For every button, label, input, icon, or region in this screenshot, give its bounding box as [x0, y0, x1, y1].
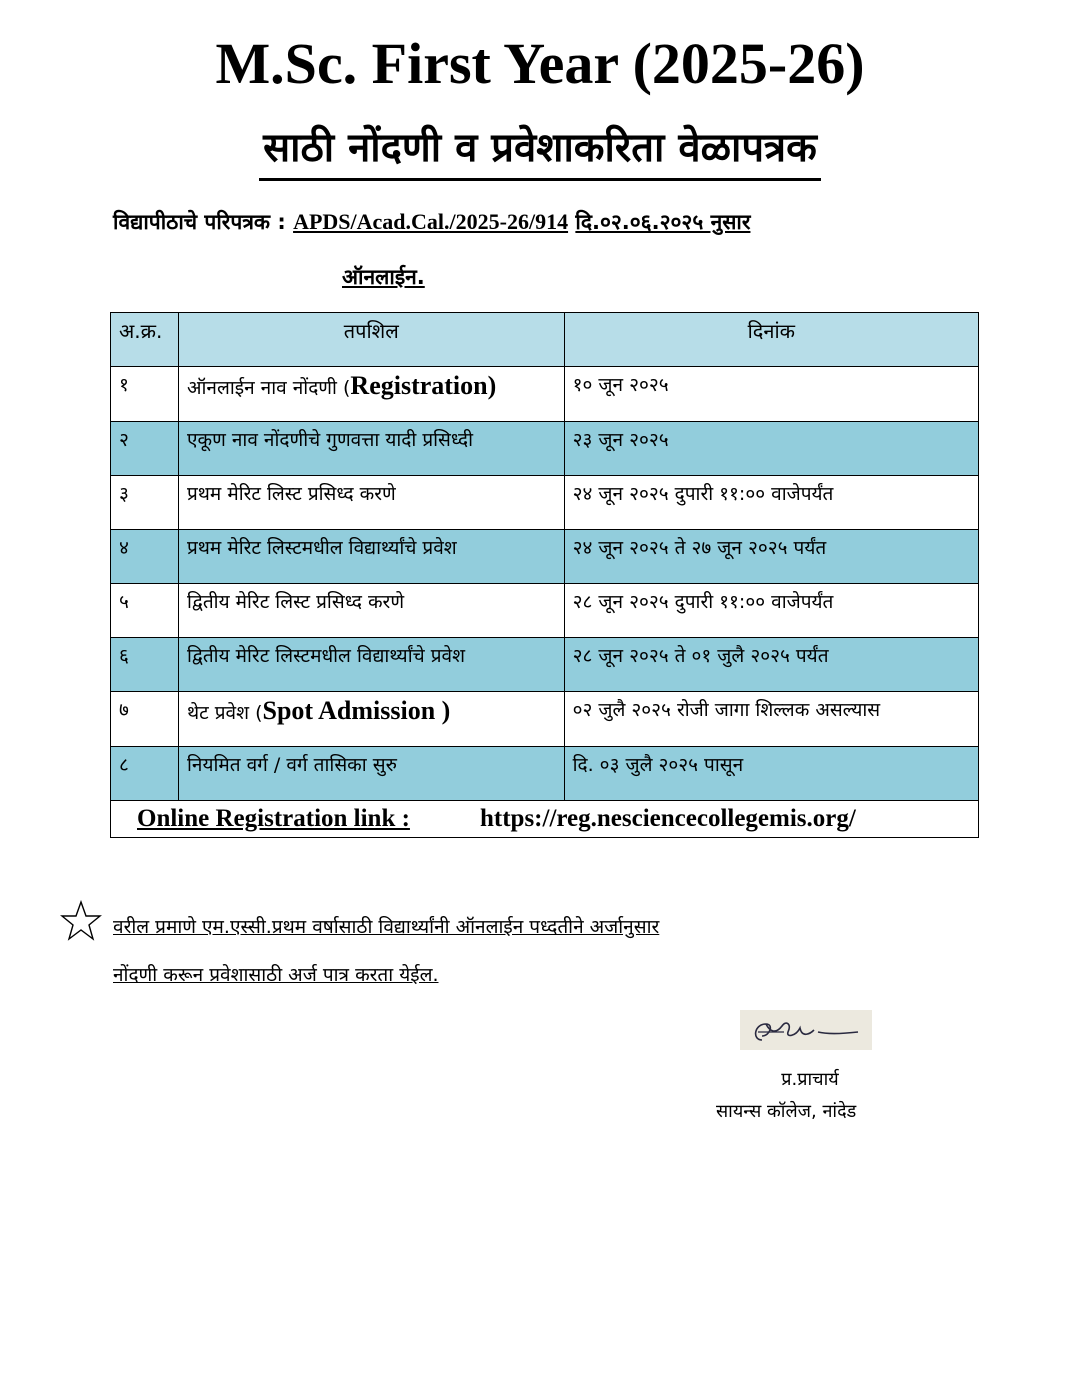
row-date: १० जून २०२५	[564, 367, 978, 422]
table-row	[111, 422, 979, 476]
row-date: ०२ जुलै २०२५ रोजी जागा शिल्लक असल्यास	[564, 692, 978, 747]
row-serial: १	[111, 367, 179, 422]
schedule-table	[110, 312, 979, 838]
row-serial: ५	[111, 584, 179, 638]
row-detail-en: Spot Admission )	[262, 696, 451, 725]
table-row	[111, 530, 979, 584]
row-serial: ३	[111, 476, 179, 530]
table-row	[111, 692, 979, 747]
row-date: दि. ०३ जुलै २०२५ पासून	[564, 747, 978, 801]
row-detail: द्वितीय मेरिट लिस्टमधील विद्यार्थ्यांचे प्रवेश	[178, 638, 564, 692]
row-date: २८ जून २०२५ दुपारी ११:०० वाजेपर्यंत	[564, 584, 978, 638]
header-detail: तपशिल	[178, 313, 564, 367]
mode-online: ऑनलाईन.	[342, 265, 425, 289]
header-date: दिनांक	[564, 313, 978, 367]
registration-link-row	[111, 801, 979, 838]
row-detail: प्रथम मेरिट लिस्ट प्रसिध्द करणे	[178, 476, 564, 530]
table-header-row	[111, 313, 979, 367]
note-line-1: वरील प्रमाणे एम.एस्सी.प्रथम वर्षासाठी विद्यार्थ्यांनी ऑनलाईन पध्दतीने अर्जानुसार	[113, 916, 660, 938]
row-detail	[178, 367, 564, 422]
table-row	[111, 747, 979, 801]
signatory-college: सायन्स कॉलेज, नांदेड	[716, 1101, 857, 1122]
row-serial: २	[111, 422, 179, 476]
row-serial: ६	[111, 638, 179, 692]
table-row	[111, 476, 979, 530]
row-detail	[178, 692, 564, 747]
row-detail-mr: ऑनलाईन नाव नोंदणी (	[186, 377, 351, 399]
star-icon	[60, 900, 102, 942]
signatory-designation: प्र.प्राचार्य	[781, 1069, 839, 1090]
row-date: २८ जून २०२५ ते ०१ जुलै २०२५ पर्यंत	[564, 638, 978, 692]
circular-number: APDS/Acad.Cal./2025-26/914	[293, 209, 569, 234]
registration-link-label: Online Registration link :	[137, 805, 410, 832]
table-row	[111, 367, 979, 422]
row-serial: ७	[111, 692, 179, 747]
row-serial: ८	[111, 747, 179, 801]
page-title: M.Sc. First Year (2025-26)	[215, 31, 865, 96]
registration-link-url[interactable]: https://reg.nesciencecollegemis.org/	[479, 805, 856, 832]
circular-date: दि.०२.०६.२०२५ नुसार	[575, 210, 751, 234]
note-line-2: नोंदणी करून प्रवेशासाठी अर्ज पात्र करता येईल.	[113, 964, 439, 986]
row-detail: नियमित वर्ग / वर्ग तासिका सुरु	[178, 747, 564, 801]
registration-link-cell	[111, 801, 979, 838]
header-serial: अ.क्र.	[111, 313, 179, 367]
circular-reference	[113, 205, 750, 239]
row-detail-mr: थेट प्रवेश (	[186, 702, 263, 724]
row-detail: एकूण नाव नोंदणीचे गुणवत्ता यादी प्रसिध्दी	[178, 422, 564, 476]
row-detail: प्रथम मेरिट लिस्टमधील विद्यार्थ्यांचे प्रवेश	[178, 530, 564, 584]
row-detail-en: Registration)	[350, 371, 497, 400]
row-detail: द्वितीय मेरिट लिस्ट प्रसिध्द करणे	[178, 584, 564, 638]
table-row	[111, 584, 979, 638]
row-date: २४ जून २०२५ ते २७ जून २०२५ पर्यंत	[564, 530, 978, 584]
row-serial: ४	[111, 530, 179, 584]
signature-image	[740, 1010, 872, 1050]
table-row	[111, 638, 979, 692]
page-subtitle: साठी नोंदणी व प्रवेशाकरिता वेळापत्रक	[259, 120, 821, 181]
subtitle-container	[0, 120, 1080, 181]
row-date: २३ जून २०२५	[564, 422, 978, 476]
circular-label: विद्यापीठाचे परिपत्रक :	[113, 210, 286, 234]
row-date: २४ जून २०२५ दुपारी ११:०० वाजेपर्यंत	[564, 476, 978, 530]
